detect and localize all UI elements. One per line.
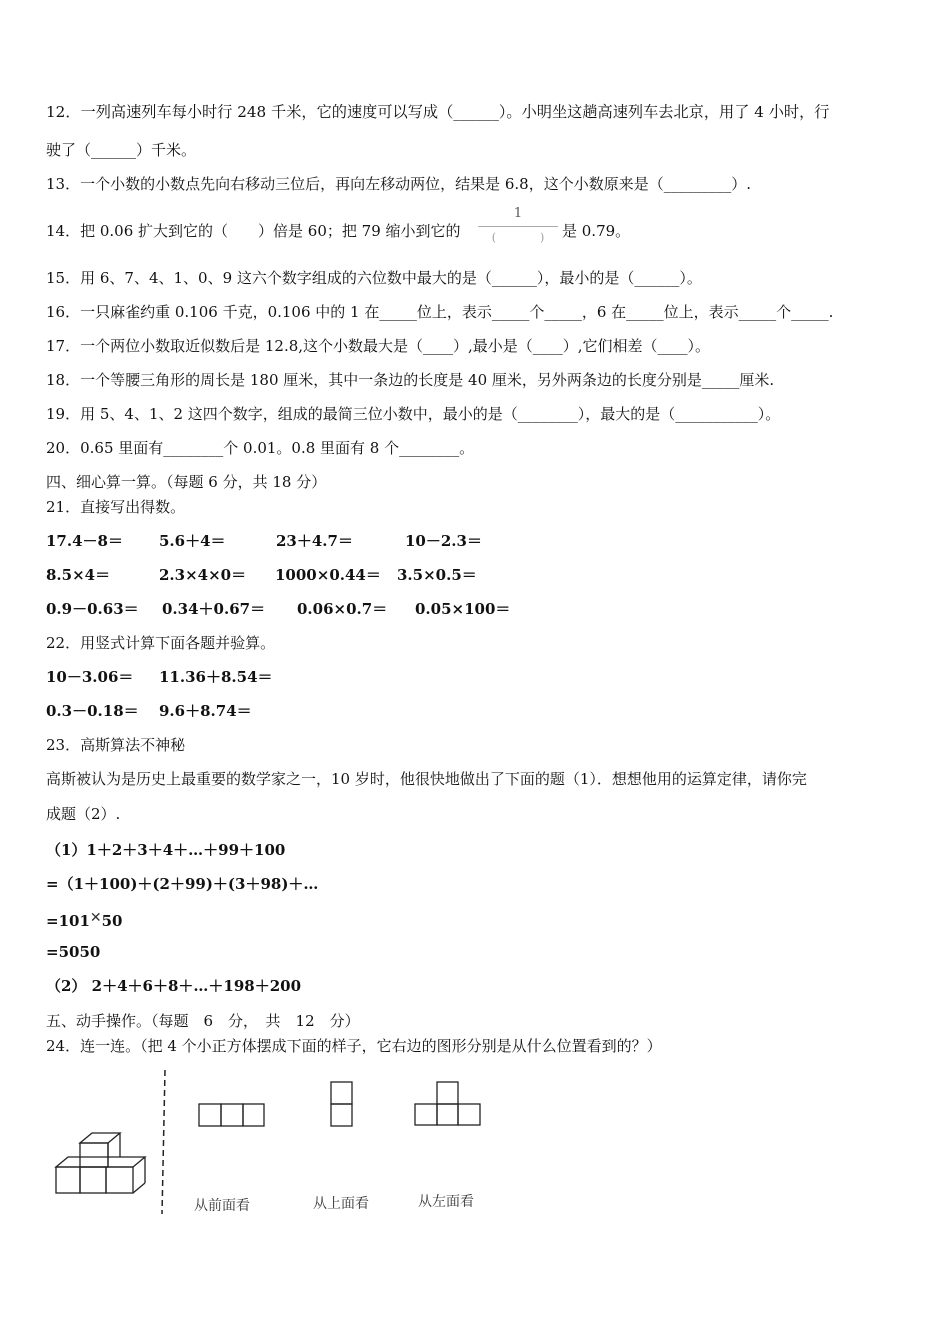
question-14-after: 是 0.79。 bbox=[562, 222, 631, 240]
label-left-view: 从左面看 bbox=[418, 1194, 474, 1210]
q21-item: 0.06×0.7＝ bbox=[297, 600, 388, 618]
gauss-step-4: =5050 bbox=[46, 943, 101, 961]
q22-item: 9.6＋8.74＝ bbox=[159, 702, 252, 720]
gauss-step-2: =（1＋100)＋(2＋99)＋(3＋98)＋… bbox=[46, 875, 319, 893]
question-23-desc-2: 成题（2）. bbox=[46, 805, 121, 823]
dashed-divider bbox=[162, 1070, 165, 1214]
q21-item: 23＋4.7＝ bbox=[276, 532, 353, 550]
question-12-line-2: 驶了（______）千米。 bbox=[46, 141, 197, 159]
front-view-shape bbox=[199, 1104, 264, 1126]
question-19: 19．用 5、4、1、2 这四个数字，组成的最简三位小数中，最小的是（________），最大的是（___________）。 bbox=[46, 405, 781, 423]
q21-item: 8.5×4＝ bbox=[46, 566, 111, 584]
fraction-numerator: 1 bbox=[513, 206, 523, 221]
fraction-bar bbox=[478, 226, 558, 227]
q21-item: 0.05×100＝ bbox=[415, 600, 511, 618]
question-23-title: 23．高斯算法不神秘 bbox=[46, 736, 186, 754]
gauss-problem-2: （2） 2＋4＋6＋8＋…＋198＋200 bbox=[46, 977, 302, 995]
section-4-heading: 四、细心算一算。（每题 6 分，共 18 分） bbox=[46, 473, 327, 491]
q21-item: 1000×0.44＝ bbox=[275, 566, 381, 584]
q22-item: 0.3－0.18＝ bbox=[46, 702, 139, 720]
question-15: 15．用 6、7、4、1、0、9 这六个数字组成的六位数中最大的是（______），最小的是（______）。 bbox=[46, 269, 702, 287]
label-front-view: 从前面看 bbox=[194, 1198, 250, 1214]
gauss-step-3 bbox=[46, 908, 123, 931]
question-21-title: 21．直接写出得数。 bbox=[46, 498, 186, 516]
stacked-cubes-drawing bbox=[56, 1133, 145, 1193]
label-top-view: 从上面看 bbox=[313, 1196, 369, 1212]
q21-item: 3.5×0.5＝ bbox=[397, 566, 477, 584]
gauss-step-1: （1）1＋2＋3＋4＋…＋99＋100 bbox=[46, 841, 286, 859]
question-14-before: 14．把 0.06 扩大到它的（ ）倍是 60；把 79 缩小到它的 bbox=[46, 222, 461, 240]
gauss-step-3-right: 50 bbox=[101, 912, 123, 930]
q21-item: 5.6＋4＝ bbox=[159, 532, 226, 550]
section-5-heading: 五、动手操作。（每题 6 分， 共 12 分） bbox=[46, 1012, 360, 1030]
question-13: 13．一个小数的小数点先向右移动三位后，再向左移动两位，结果是 6.8，这个小数原来是（_________）. bbox=[46, 175, 751, 193]
q21-item: 17.4－8＝ bbox=[46, 532, 123, 550]
question-17: 17．一个两位小数取近似数后是 12.8,这个小数最大是（____）,最小是（____）,它们相差（____）。 bbox=[46, 337, 711, 355]
fraction bbox=[478, 206, 558, 243]
question-24-title: 24．连一连。（把 4 个小正方体摆成下面的样子，它右边的图形分别是从什么位置看到的？） bbox=[46, 1037, 662, 1055]
q21-item: 0.34＋0.67＝ bbox=[162, 600, 266, 618]
gauss-step-3-left: =101 bbox=[46, 912, 90, 930]
question-20: 20．0.65 里面有________个 0.01。0.8 里面有 8 个________。 bbox=[46, 439, 475, 457]
question-18: 18．一个等腰三角形的周长是 180 厘米，其中一条边的长度是 40 厘米，另外两条边的长度分别是_____厘米. bbox=[46, 371, 775, 389]
top-view-shape bbox=[331, 1082, 352, 1126]
question-23-desc-1: 高斯被认为是历史上最重要的数学家之一，10 岁时，他很快地做出了下面的题（1）．想想他用的运算定律，请你完 bbox=[46, 770, 807, 788]
q21-item: 2.3×4×0＝ bbox=[159, 566, 247, 584]
question-16: 16．一只麻雀约重 0.106 千克，0.106 中的 1 在_____位上，表示_____个_____，6 在_____位上，表示_____个_____. bbox=[46, 303, 834, 321]
fraction-denominator: ( ) bbox=[491, 231, 545, 244]
question-12-line-1: 12．一列高速列车每小时行 248 千米，它的速度可以写成（______）。小明坐这趟高速列车去北京，用了 4 小时，行 bbox=[46, 103, 830, 121]
q21-item: 0.9－0.63＝ bbox=[46, 600, 139, 618]
question-22-title: 22．用竖式计算下面各题并验算。 bbox=[46, 634, 276, 652]
left-view-shape bbox=[415, 1082, 480, 1125]
q21-item: 10－2.3＝ bbox=[405, 532, 482, 550]
q22-item: 11.36＋8.54＝ bbox=[159, 668, 273, 686]
multiply-icon: ✕ bbox=[89, 910, 102, 926]
q22-item: 10－3.06＝ bbox=[46, 668, 134, 686]
